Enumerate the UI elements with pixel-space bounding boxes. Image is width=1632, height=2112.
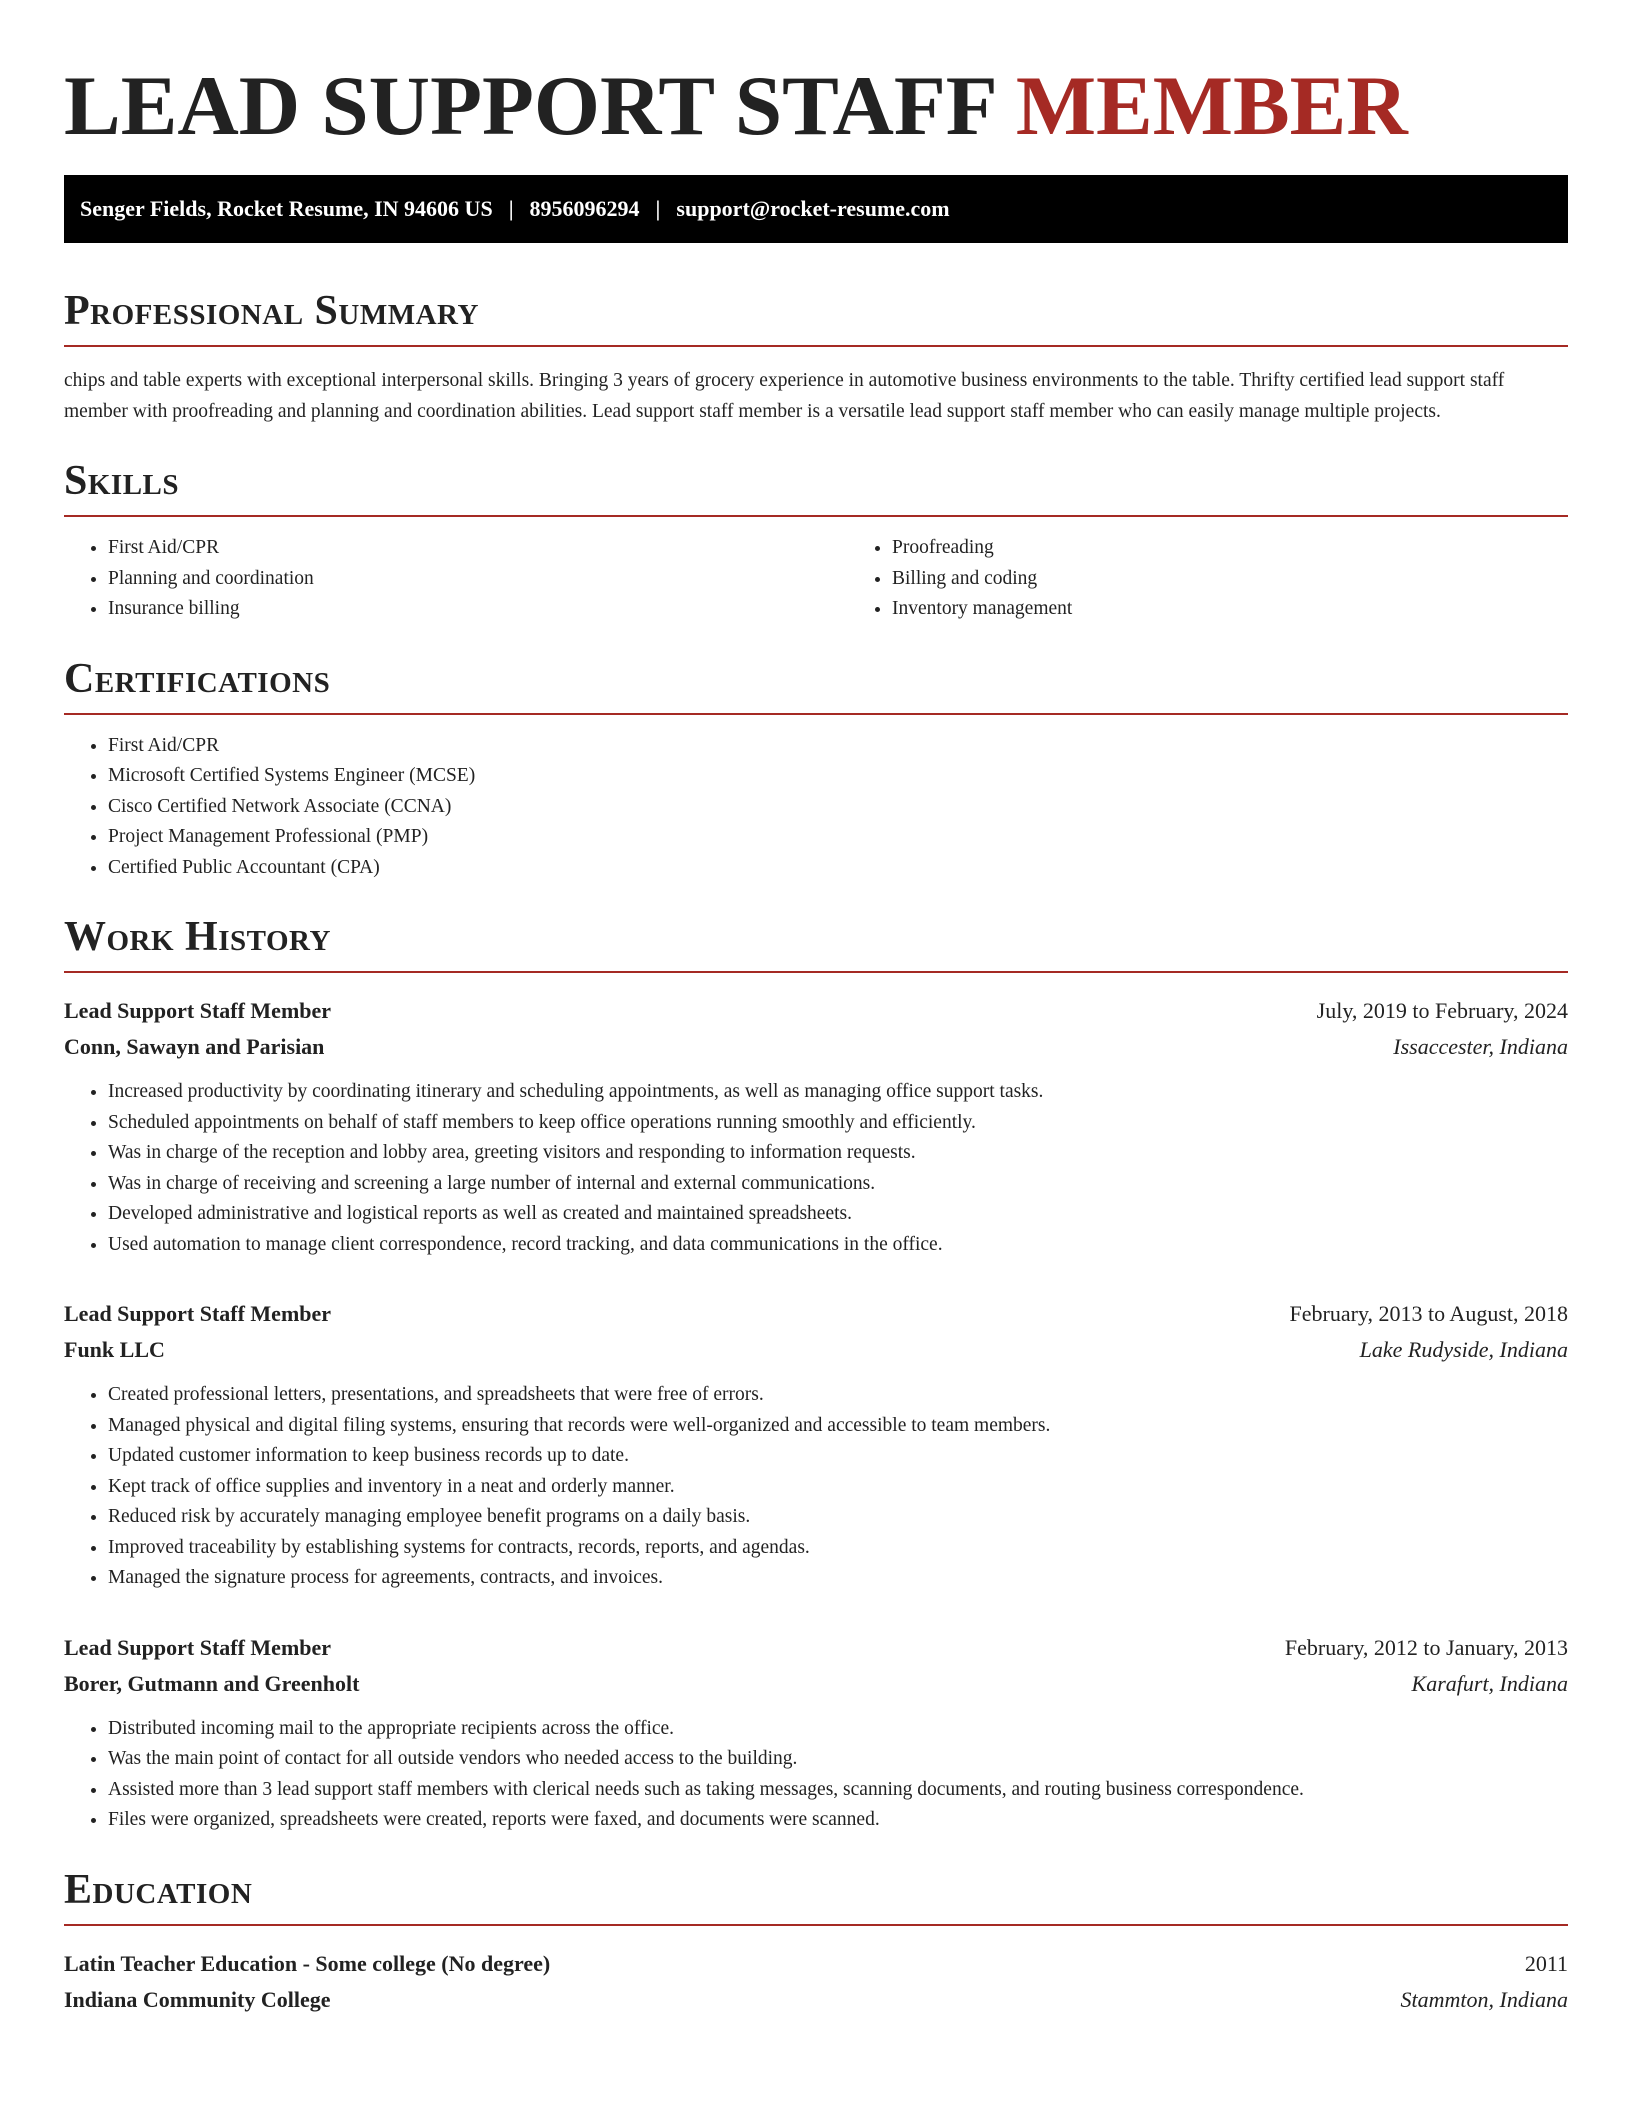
job-duty: • Kept track of office supplies and inventory in a neat and orderly manner. xyxy=(108,1472,1568,1503)
title-accent: MEMBER xyxy=(1015,59,1408,153)
summary-text: chips and table experts with exceptional interpersonal skills. Bringing 3 years of grocery experience in automotive business environments to the table. Thrifty certified lead support staff member with proofreading and planning and coordination abilities. Lead support staff member is a versatile lead support staff member who can easily manage multiple projects. xyxy=(64,370,1505,422)
summary-heading: Professional Summary xyxy=(64,287,1568,347)
job-location: Lake Rudyside, Indiana xyxy=(1359,1337,1568,1362)
skill-item: • Insurance billing xyxy=(108,594,848,625)
certification-item: • Project Management Professional (PMP) xyxy=(108,822,1568,853)
skills-section xyxy=(64,457,1568,625)
skills-list-right xyxy=(848,533,1632,625)
skill-item: • First Aid/CPR xyxy=(108,533,848,564)
resume-title xyxy=(64,56,1568,156)
title-main: LEAD SUPPORT STAFF xyxy=(64,59,995,153)
skill-item: • Inventory management xyxy=(892,594,1632,625)
job-duty: • Scheduled appointments on behalf of staff members to keep office operations running smoothly and efficiently. xyxy=(108,1108,1568,1139)
job-title: Lead Support Staff Member xyxy=(64,1634,332,1660)
job-entry xyxy=(64,993,1568,1260)
job-duty: • Assisted more than 3 lead support staff members with clerical needs such as taking messages, scanning documents, and routing business correspondence. xyxy=(108,1775,1568,1806)
contact-separator: | xyxy=(508,196,514,221)
job-title-row xyxy=(64,993,1568,1029)
job-duty: • Files were organized, spreadsheets were created, reports were faxed, and documents were scanned. xyxy=(108,1805,1568,1836)
job-duty: • Distributed incoming mail to the appropriate recipients across the office. xyxy=(108,1714,1568,1745)
skill-item: • Billing and coding xyxy=(892,564,1632,595)
work-history-section xyxy=(64,913,1568,1836)
education-year: 2011 xyxy=(1524,1950,1568,1976)
job-company: Borer, Gutmann and Greenholt xyxy=(64,1670,360,1696)
contact-separator: | xyxy=(655,196,661,221)
summary-section xyxy=(64,287,1568,427)
job-title: Lead Support Staff Member xyxy=(64,1301,332,1326)
contact-bar xyxy=(64,175,1568,243)
job-duty: • Created professional letters, presentations, and spreadsheets that were free of errors. xyxy=(108,1380,1568,1411)
job-dates: July, 2019 to February, 2024 xyxy=(1316,998,1568,1023)
job-duty: • Increased productivity by coordinating itinerary and scheduling appointments, as well as managing office support tasks. xyxy=(108,1077,1568,1108)
job-duty: • Developed administrative and logistical reports as well as created and maintained spreadsheets. xyxy=(108,1199,1568,1230)
job-duty: • Managed the signature process for agreements, contracts, and invoices. xyxy=(108,1563,1568,1594)
education-school-row xyxy=(64,1982,1568,2018)
job-location: Karafurt, Indiana xyxy=(1411,1670,1568,1696)
job-title-row xyxy=(64,1296,1568,1332)
contact-address: Senger Fields, Rocket Resume, IN 94606 US xyxy=(80,196,493,221)
skill-item: • Proofreading xyxy=(892,533,1632,564)
certification-item: • Certified Public Accountant (CPA) xyxy=(108,853,1568,884)
skills-list-left xyxy=(64,533,848,625)
job-dates: February, 2012 to January, 2013 xyxy=(1284,1634,1568,1660)
certifications-section xyxy=(64,655,1568,884)
contact-phone: 8956096294 xyxy=(529,196,640,221)
skill-item: • Planning and coordination xyxy=(108,564,848,595)
job-duty: • Was the main point of contact for all outside vendors who needed access to the building. xyxy=(108,1744,1568,1775)
job-duty: • Used automation to manage client correspondence, record tracking, and data communications in the office. xyxy=(108,1230,1568,1261)
certification-item: • Microsoft Certified Systems Engineer (MCSE) xyxy=(108,761,1568,792)
job-title-row xyxy=(64,1630,1568,1666)
education-heading: Education xyxy=(64,1866,1568,1926)
job-duty: • Was in charge of receiving and screening a large number of internal and external communications. xyxy=(108,1169,1568,1200)
skills-heading: Skills xyxy=(64,457,1568,517)
job-company-row xyxy=(64,1332,1568,1368)
job-duty: • Managed physical and digital filing systems, ensuring that records were well-organized and accessible to team members. xyxy=(108,1411,1568,1442)
skills-grid xyxy=(64,533,1568,625)
job-dates: February, 2013 to August, 2018 xyxy=(1289,1301,1568,1326)
job-duties xyxy=(64,1714,1568,1836)
job-title: Lead Support Staff Member xyxy=(64,998,332,1023)
contact-email: support@rocket-resume.com xyxy=(676,196,950,221)
job-company: Funk LLC xyxy=(64,1337,165,1362)
job-entry xyxy=(64,1630,1568,1836)
education-degree-row xyxy=(64,1946,1568,1982)
job-company: Conn, Sawayn and Parisian xyxy=(64,1034,325,1059)
certifications-heading: Certifications xyxy=(64,655,1568,715)
job-duty: • Reduced risk by accurately managing employee benefit programs on a daily basis. xyxy=(108,1502,1568,1533)
job-company-row xyxy=(64,1029,1568,1065)
education-school: Indiana Community College xyxy=(64,1986,331,2012)
job-location: Issaccester, Indiana xyxy=(1393,1034,1568,1059)
education-location: Stammton, Indiana xyxy=(1400,1986,1568,2012)
education-entry xyxy=(64,1946,1568,2018)
job-duties xyxy=(64,1077,1568,1260)
certifications-list xyxy=(64,731,1568,884)
certification-item: • Cisco Certified Network Associate (CCNA) xyxy=(108,792,1568,823)
job-duty: • Was in charge of the reception and lobby area, greeting visitors and responding to information requests. xyxy=(108,1138,1568,1169)
job-duty: • Improved traceability by establishing systems for contracts, records, reports, and agendas. xyxy=(108,1533,1568,1564)
job-duty: • Updated customer information to keep business records up to date. xyxy=(108,1441,1568,1472)
certification-item: • First Aid/CPR xyxy=(108,731,1568,762)
education-section xyxy=(64,1866,1568,2018)
job-company-row xyxy=(64,1666,1568,1702)
education-degree: Latin Teacher Education - Some college (No degree) xyxy=(64,1950,551,1976)
job-entry xyxy=(64,1296,1568,1594)
job-duties xyxy=(64,1380,1568,1594)
work-history-heading: Work History xyxy=(64,913,1568,973)
